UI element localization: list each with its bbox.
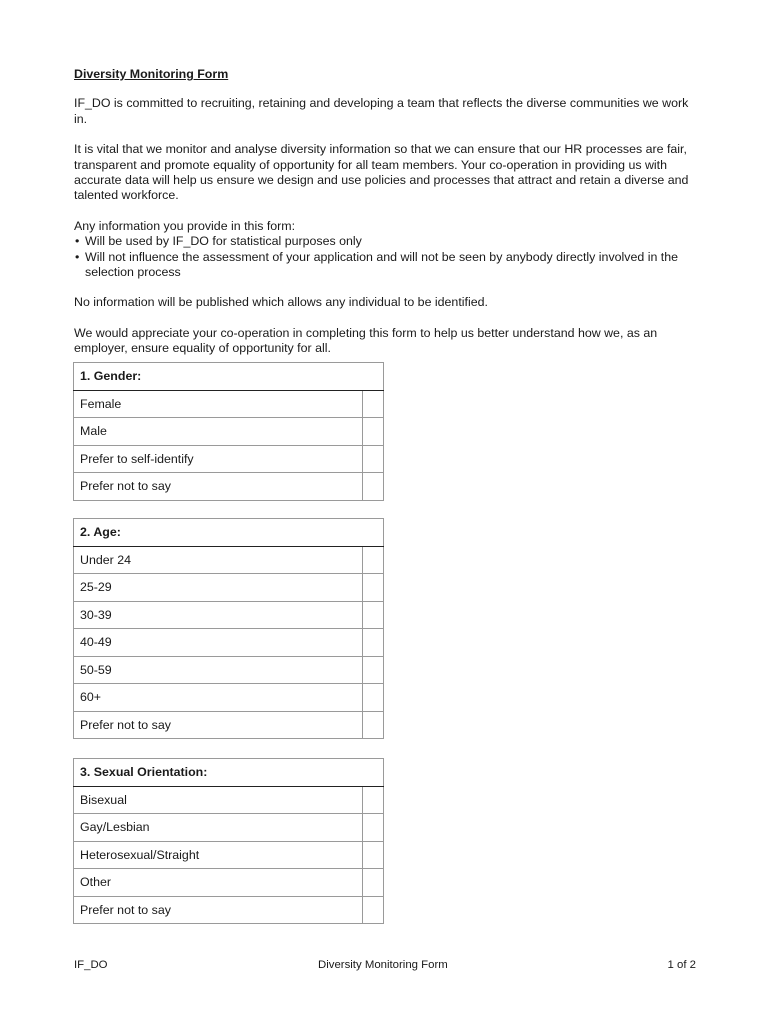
- intro-paragraph: IF_DO is committed to recruiting, retaining and developing a team that reflects the diverse communities we work in.: [74, 96, 689, 126]
- bullet-item: • Will be used by IF_DO for statistical purposes only: [74, 234, 699, 249]
- bullet-item: • Will not influence the assessment of your application and will not be seen by anybody directly involved in the selection process: [74, 250, 699, 281]
- table-row: [74, 869, 384, 897]
- option-label: 40-49: [74, 629, 363, 657]
- table-row: [74, 629, 384, 657]
- option-label: 30-39: [74, 601, 363, 629]
- gender-heading: 1. Gender:: [74, 363, 384, 391]
- option-checkbox[interactable]: [363, 814, 384, 842]
- option-checkbox[interactable]: [363, 390, 384, 418]
- sexual-orientation-table: [73, 758, 384, 924]
- page-number: 1 of 2: [667, 959, 696, 971]
- form-title: Diversity Monitoring Form: [74, 67, 229, 81]
- option-label: Prefer not to say: [74, 711, 363, 739]
- option-label: Heterosexual/Straight: [74, 841, 363, 869]
- age-table: [73, 518, 384, 739]
- info-lead: Any information you provide in this form:: [74, 218, 296, 233]
- table-row: [74, 390, 384, 418]
- purpose-paragraph: It is vital that we monitor and analyse diversity information so that we can ensure that our HR processes are fair, transparent and promote equality of opportunity for all team members. Your co-operation in providing us with accurate data will help us ensure we design and use policies and processes that attract and retain a diverse and talented workforce.: [74, 142, 689, 203]
- sexual-orientation-heading: 3. Sexual Orientation:: [74, 759, 384, 787]
- option-label: Other: [74, 869, 363, 897]
- option-label: 25-29: [74, 574, 363, 602]
- option-checkbox[interactable]: [363, 896, 384, 924]
- table-row: [74, 684, 384, 712]
- info-bullet-list: [74, 234, 699, 280]
- cooperation-paragraph: We would appreciate your co-operation in completing this form to help us better understand how we, as an employer, ensure equality of opportunity for all.: [74, 325, 658, 356]
- option-checkbox[interactable]: [363, 418, 384, 446]
- option-label: Prefer to self-identify: [74, 445, 363, 473]
- table-row: [74, 841, 384, 869]
- table-row: [74, 418, 384, 446]
- table-row: [74, 473, 384, 501]
- option-checkbox[interactable]: [363, 445, 384, 473]
- option-label: Prefer not to say: [74, 473, 363, 501]
- table-row: [74, 786, 384, 814]
- option-checkbox[interactable]: [363, 629, 384, 657]
- option-label: 60+: [74, 684, 363, 712]
- option-checkbox[interactable]: [363, 546, 384, 574]
- table-row: [74, 814, 384, 842]
- privacy-paragraph: No information will be published which allows any individual to be identified.: [74, 295, 488, 310]
- option-checkbox[interactable]: [363, 656, 384, 684]
- table-row: [74, 574, 384, 602]
- option-checkbox[interactable]: [363, 574, 384, 602]
- option-label: 50-59: [74, 656, 363, 684]
- option-label: Gay/Lesbian: [74, 814, 363, 842]
- option-checkbox[interactable]: [363, 684, 384, 712]
- table-row: [74, 711, 384, 739]
- gender-table: [73, 362, 384, 501]
- option-checkbox[interactable]: [363, 786, 384, 814]
- option-label: Bisexual: [74, 786, 363, 814]
- document-body: [74, 67, 699, 372]
- option-checkbox[interactable]: [363, 711, 384, 739]
- footer-org: IF_DO: [74, 959, 108, 971]
- option-checkbox[interactable]: [363, 841, 384, 869]
- table-row: [74, 656, 384, 684]
- option-label: Under 24: [74, 546, 363, 574]
- option-checkbox[interactable]: [363, 869, 384, 897]
- option-label: Prefer not to say: [74, 896, 363, 924]
- footer-title: Diversity Monitoring Form: [318, 959, 448, 971]
- option-checkbox[interactable]: [363, 473, 384, 501]
- option-checkbox[interactable]: [363, 601, 384, 629]
- age-heading: 2. Age:: [74, 519, 384, 547]
- option-label: Female: [74, 390, 363, 418]
- option-label: Male: [74, 418, 363, 446]
- table-row: [74, 896, 384, 924]
- table-row: [74, 546, 384, 574]
- table-row: [74, 601, 384, 629]
- table-row: [74, 445, 384, 473]
